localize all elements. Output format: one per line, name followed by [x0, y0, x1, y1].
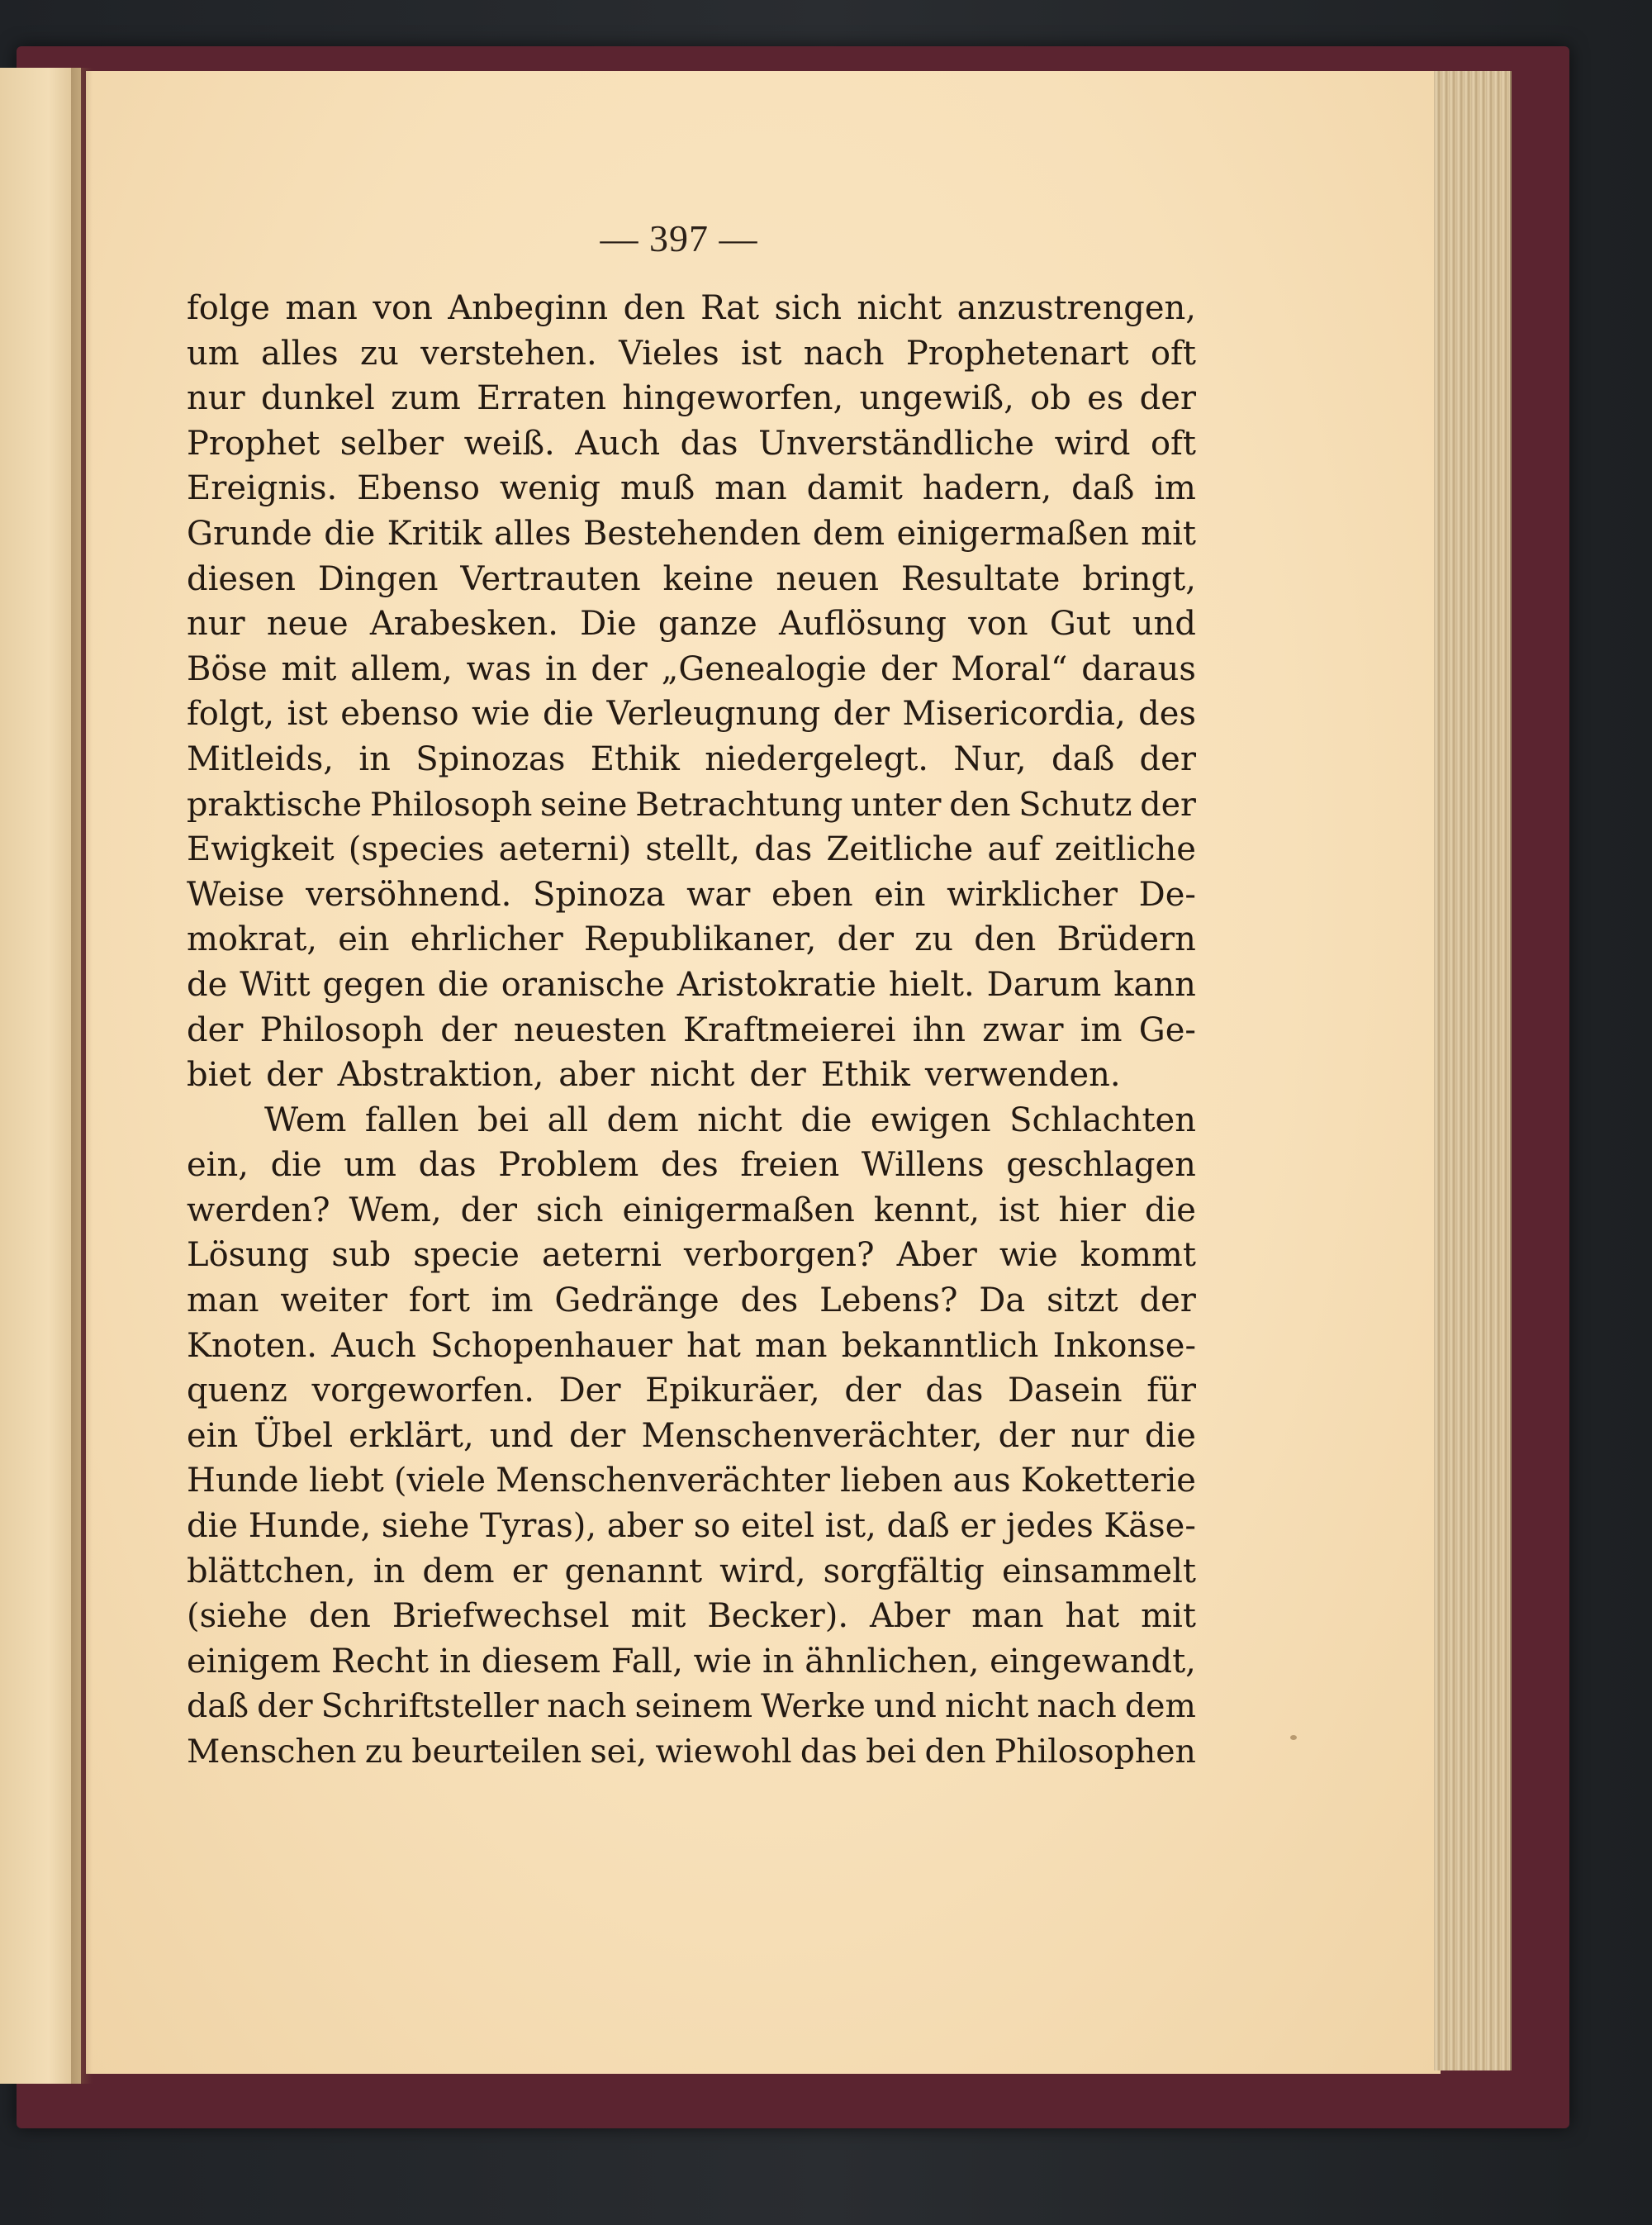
text-line: die Hunde, siehe Tyras), aber so eitel ist, daß er jedes Käse- — [187, 1507, 1196, 1546]
text-line: Grunde die Kritik alles Bestehenden dem einigermaßen mit — [187, 514, 1196, 553]
text-line: Prophet selber weiß. Auch das Unverständliche wird oft — [187, 424, 1196, 463]
text-line: Ereignis. Ebenso wenig muß man damit hadern, daß im — [187, 469, 1196, 508]
text-line: Wem fallen bei all dem nicht die ewigen Schlachten — [264, 1101, 1196, 1139]
text-line: werden? Wem, der sich einigermaßen kennt, ist hier die — [187, 1191, 1196, 1229]
body-text — [187, 286, 1196, 1775]
text-line: Hunde liebt (viele Menschenverächter lieben aus Koketterie — [187, 1462, 1196, 1500]
text-line: mokrat, ein ehrlicher Republikaner, der zu den Brüdern — [187, 920, 1196, 959]
text-line: um alles zu verstehen. Vieles ist nach Prophetenart oft — [187, 334, 1196, 373]
text-line: Ewigkeit (species aeterni) stellt, das Zeitliche auf zeitliche — [187, 830, 1196, 869]
text-line: diesen Dingen Vertrauten keine neuen Resultate bringt, — [187, 559, 1196, 598]
text-line: quenz vorgeworfen. Der Epikuräer, der das Dasein für — [187, 1372, 1196, 1410]
text-line: folge man von Anbeginn den Rat sich nicht anzustrengen, — [187, 289, 1196, 327]
paper-speck — [1290, 1735, 1297, 1740]
text-line: nur dunkel zum Erraten hingeworfen, ungewiß, ob es der — [187, 379, 1196, 418]
text-line: biet der Abstraktion, aber nicht der Ethik verwenden. — [187, 1056, 1121, 1095]
text-line: ein Übel erklärt, und der Menschenverächter, der nur die — [187, 1416, 1196, 1455]
text-line: Mitleids, in Spinozas Ethik niedergelegt. Nur, daß der — [187, 739, 1196, 778]
left-page-edge — [0, 68, 81, 2084]
text-line: man weiter fort im Gedränge des Lebens? Da sitzt der — [187, 1281, 1196, 1320]
text-line: ein, die um das Problem des freien Willens geschlagen — [187, 1146, 1196, 1185]
text-line: Menschen zu beurteilen sei, wiewohl das bei den Philosophen — [187, 1733, 1196, 1771]
text-line: blättchen, in dem er genannt wird, sorgfältig einsammelt — [187, 1552, 1196, 1590]
text-line: praktische Philosoph seine Betrachtung unter den Schutz der — [187, 785, 1196, 824]
text-line: daß der Schriftsteller nach seinem Werke und nicht nach dem — [187, 1687, 1196, 1726]
text-line: Weise versöhnend. Spinoza war eben ein wirklicher De- — [187, 875, 1196, 914]
text-line: folgt, ist ebenso wie die Verleugnung der Misericordia, des — [187, 695, 1196, 734]
text-line: Lösung sub specie aeterni verborgen? Aber wie kommt — [187, 1236, 1196, 1275]
spine-shadow — [71, 68, 93, 2084]
text-line: de Witt gegen die oranische Aristokratie hielt. Darum kann — [187, 965, 1196, 1004]
text-line: der Philosoph der neuesten Kraftmeierei ihn zwar im Ge- — [187, 1010, 1196, 1049]
text-line: nur neue Arabesken. Die ganze Auflösung von Gut und — [187, 605, 1196, 644]
text-line: einigem Recht in diesem Fall, wie in ähnlichen, eingewandt, — [187, 1642, 1196, 1681]
text-line: Böse mit allem, was in der „Genealogie der Moral“ daraus — [187, 649, 1196, 688]
text-line: Knoten. Auch Schopenhauer hat man bekanntlich Inkonse- — [187, 1326, 1196, 1365]
text-line: (siehe den Briefwechsel mit Becker). Aber man hat mit — [187, 1597, 1196, 1636]
page-number: — 397 — — [600, 217, 758, 259]
page-edges — [1434, 71, 1512, 2070]
